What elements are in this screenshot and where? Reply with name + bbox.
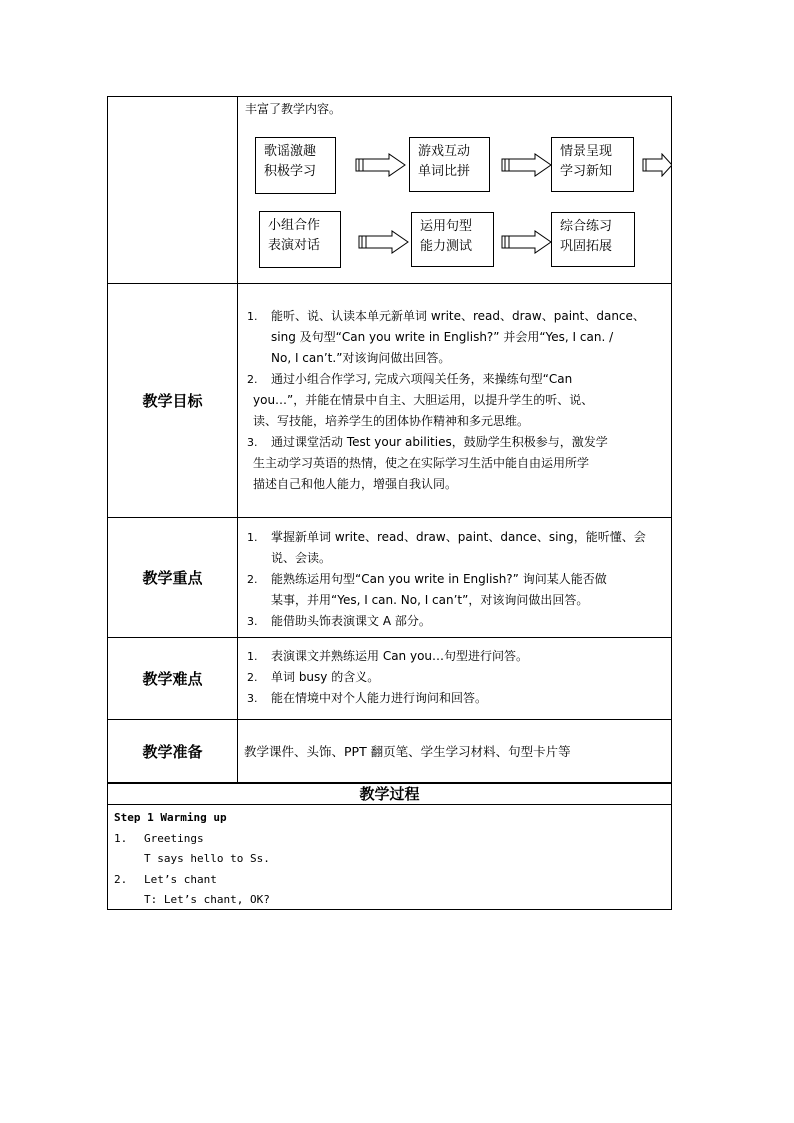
- flow-box-2: [409, 137, 490, 192]
- item-number: 3.: [247, 615, 258, 628]
- line-text: T: Let’s chant, OK?: [144, 893, 270, 906]
- list-item: [244, 369, 665, 432]
- list-item: [244, 569, 665, 611]
- item-line: 能借助头饰表演课文 A 部分。: [271, 614, 431, 628]
- key-content: [238, 518, 671, 637]
- flow-box-4: [259, 211, 341, 268]
- arrow-right-icon: [358, 230, 410, 254]
- flow-box-5-line2: 能力测试: [420, 239, 473, 254]
- arrow-right-icon: [355, 153, 407, 177]
- item-number: 2.: [114, 872, 128, 886]
- flow-intro: 丰富了教学内容。: [245, 102, 342, 116]
- flow-row: [108, 97, 671, 284]
- process-line: [114, 849, 665, 870]
- flow-box-1: [255, 137, 336, 194]
- item-line: 生主动学习英语的热情，使之在实际学习生活中能自由运用所学: [253, 456, 590, 470]
- prep-content: 教学课件、头饰、PPT 翻页笔、学生学习材料、句型卡片等: [244, 744, 571, 759]
- flow-box-5-line1: 运用句型: [420, 219, 473, 234]
- prep-label: 教学准备: [108, 720, 238, 783]
- item-number: 1.: [114, 831, 128, 845]
- flow-box-2-line1: 游戏互动: [418, 144, 471, 159]
- item-number: 2.: [247, 671, 258, 684]
- item-number: 3.: [247, 436, 258, 449]
- flow-box-6-line2: 巩固拓展: [560, 239, 613, 254]
- item-number: 1.: [247, 650, 258, 663]
- flow-box-6: [551, 212, 635, 267]
- item-line: 某事，并用“Yes, I can. No, I can’t”，对该询问做出回答。: [271, 593, 589, 607]
- list-item: [244, 611, 665, 632]
- process-section: [107, 782, 672, 910]
- item-line: 表演课文并熟练运用 Can you…句型进行问答。: [271, 649, 529, 663]
- item-number: 2.: [247, 573, 258, 586]
- difficult-list: [244, 646, 665, 709]
- process-body: [108, 805, 671, 911]
- line-text: Greetings: [144, 831, 204, 845]
- key-row: [108, 518, 671, 638]
- flow-box-3: [551, 137, 634, 192]
- line-text: Let’s chant: [144, 872, 217, 886]
- flow-box-3-line1: 情景呈现: [560, 144, 613, 159]
- arrow-right-icon: [501, 230, 553, 254]
- flow-box-1-line2: 积极学习: [264, 164, 317, 179]
- goal-label: 教学目标: [108, 284, 238, 517]
- process-line: [114, 870, 665, 891]
- item-number: 1.: [247, 310, 258, 323]
- flow-box-2-line2: 单词比拼: [418, 164, 471, 179]
- item-line: 掌握新单词 write、read、draw、paint、dance、sing，能听懂、会: [271, 530, 646, 544]
- line-text: T says hello to Ss.: [144, 852, 270, 865]
- flow-box-5: [411, 212, 494, 267]
- flow-box-6-line1: 综合练习: [560, 219, 613, 234]
- key-list: [244, 527, 665, 632]
- process-line: [114, 890, 665, 911]
- item-line: you…”，并能在情景中自主、大胆运用，以提升学生的听、说、: [253, 393, 594, 407]
- prep-row: [108, 720, 671, 783]
- item-line: 读、写技能，培养学生的团体协作精神和多元思维。: [253, 414, 530, 428]
- process-line: [114, 829, 665, 850]
- item-line: 说、会读。: [271, 551, 332, 565]
- lesson-plan-table: [107, 96, 672, 784]
- item-line: 通过小组合作学习, 完成六项闯关任务，来操练句型“Can: [271, 372, 573, 386]
- difficult-row: [108, 638, 671, 720]
- item-line: 单词 busy 的含义。: [271, 670, 380, 684]
- flow-box-4-line1: 小组合作: [268, 218, 321, 233]
- difficult-content: [238, 638, 671, 719]
- goal-content: [238, 284, 671, 517]
- step-title: Step 1 Warming up: [114, 811, 227, 824]
- key-label: 教学重点: [108, 518, 238, 637]
- flow-box-3-line2: 学习新知: [560, 164, 613, 179]
- item-line: 能听、说、认读本单元新单词 write、read、draw、paint、dance、: [271, 309, 645, 323]
- list-item: [244, 432, 665, 495]
- flow-box-1-line1: 歌谣激趣: [264, 144, 317, 159]
- goal-list: [244, 306, 665, 495]
- item-line: 能熟练运用句型“Can you write in English?” 询问某人能否做: [271, 572, 607, 586]
- flow-box-4-line2: 表演对话: [268, 238, 321, 253]
- item-line: 通过课堂活动 Test your abilities，鼓励学生积极参与，激发学: [271, 435, 608, 449]
- item-line: 能在情境中对个人能力进行询问和回答。: [271, 691, 488, 705]
- item-number: 1.: [247, 531, 258, 544]
- item-number: 2.: [247, 373, 258, 386]
- list-item: [244, 306, 665, 369]
- flow-label-cell: [108, 97, 238, 283]
- item-line: sing 及句型“Can you write in English?” 并会用“Yes, I can. /: [271, 330, 614, 344]
- flow-cell: [238, 97, 671, 283]
- arrow-right-icon: [501, 153, 553, 177]
- process-title: 教学过程: [108, 783, 671, 805]
- item-number: 3.: [247, 692, 258, 705]
- list-item: [244, 667, 665, 688]
- list-item: [244, 527, 665, 569]
- arrow-right-icon: [642, 153, 672, 177]
- list-item: [244, 688, 665, 709]
- difficult-label: 教学难点: [108, 638, 238, 719]
- item-line: No, I can’t.”对该询问做出回答。: [271, 351, 451, 365]
- list-item: [244, 646, 665, 667]
- item-line: 描述自己和他人能力，增强自我认同。: [253, 477, 458, 491]
- goal-row: [108, 284, 671, 518]
